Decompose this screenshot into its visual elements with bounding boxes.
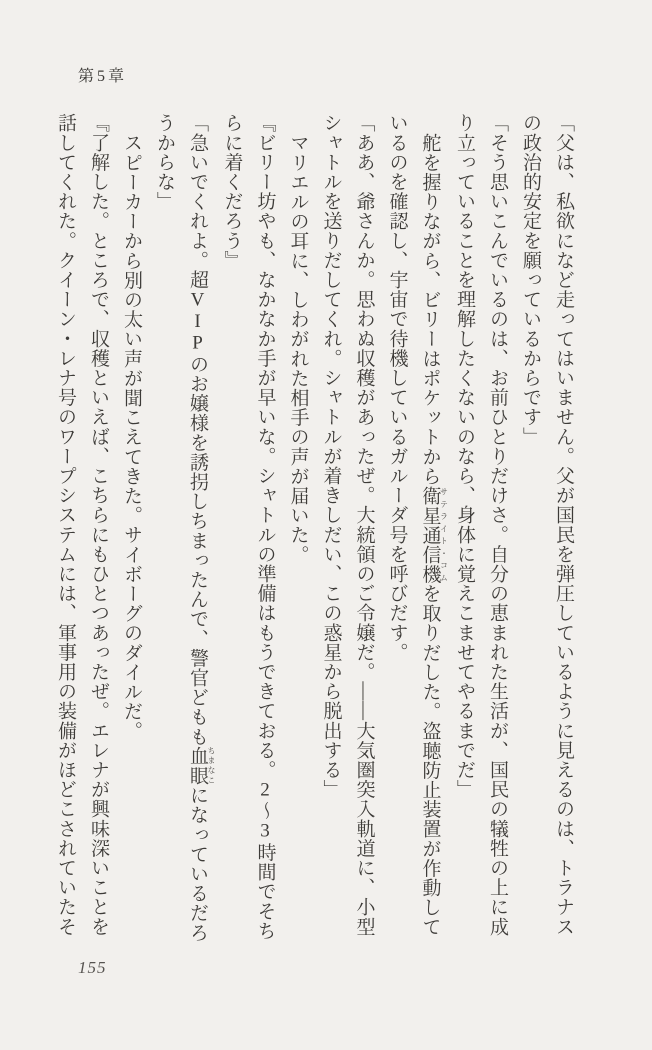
text-column: らに着くだろう』 xyxy=(221,113,243,270)
main-text-block xyxy=(52,113,580,947)
text-column: 話してくれた。クイーン・レナ号のワープシステムには、軍事用の装備がほどこされていたそ xyxy=(55,113,76,937)
text-column: いるのを確認し、宇宙で待機しているガルーダ号を呼びだす。 xyxy=(386,113,408,662)
text-column: り立っていることを理解したくないのなら、身体に覚えこませてやるまでだ」 xyxy=(454,113,475,799)
text-column: の政治的安定を願っているからです」 xyxy=(520,113,541,447)
text-column: 「ああ、爺さんか。思わぬ収穫があったぜ。大統領のご令嬢だ。――大気圏突入軌道に、小型 xyxy=(353,113,375,937)
text-column: 『了解した。ところで、収穫といえば、こちらにもひとつあったぜ。エレナが興味深いことを xyxy=(88,113,109,937)
text-column: 「そう思いこんでいるのは、お前ひとりだけさ。自分の恵まれた生活が、国民の犠牲の上に成 xyxy=(487,113,508,937)
text-column: 『ビリー坊やも、なかなか手が早いな。シャトルの準備はもうできておる。2〜3時間でそち xyxy=(254,113,276,941)
text-column: 舵を握りながら、ビリーはポケットから衛星通信機 サテライト・コムを取りだした。盗聴防止装置が作動して xyxy=(419,133,449,937)
text-column: スピーカーから別の太い声が聞こえてきた。サイボーグのダイルだ。 xyxy=(121,133,142,741)
text-column: うからな」 xyxy=(154,113,175,211)
text-column: 「父は、私欲になど走ってはいません。父が国民を弾圧しているように見えるのは、トラナス xyxy=(553,113,574,937)
text-column: シャトルを送りだしてくれ。シャトルが着きしだい、この惑星から脱出する」 xyxy=(320,113,342,799)
ruby-annotated-word: 血眼 ちまなこ xyxy=(187,746,216,786)
chapter-header: 第5章 xyxy=(78,68,128,85)
ruby-annotated-word: 衛星通信機 サテライト・コム xyxy=(419,485,449,584)
page-number: 155 xyxy=(78,958,107,977)
text-column: マリエルの耳に、しわがれた相手の声が届いた。 xyxy=(287,133,309,565)
text-column: 「急いでくれよ。超VIPのお嬢様を誘拐しちまったんで、警官どもも血眼 ちまなこになっているだろ xyxy=(187,113,216,943)
